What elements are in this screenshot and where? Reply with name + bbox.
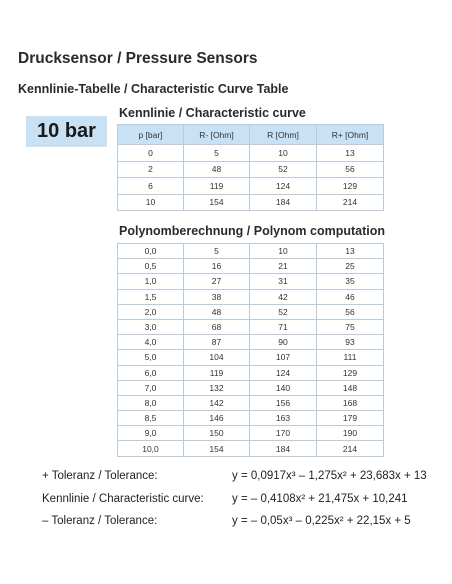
table-row (118, 289, 384, 304)
table-row (118, 365, 384, 380)
table-cell: 46 (317, 289, 384, 304)
formula-expression: y = – 0,4108x² + 21,475x + 10,241 (232, 493, 408, 505)
table-cell: 9,0 (118, 426, 184, 441)
table-row (118, 259, 384, 274)
table-cell: 4,0 (118, 335, 184, 350)
table-cell: 42 (250, 289, 317, 304)
table-row (118, 380, 384, 395)
table-cell: 8,5 (118, 411, 184, 426)
table-cell: 87 (184, 335, 250, 350)
table-cell: 124 (250, 365, 317, 380)
table-cell: 5 (184, 244, 250, 259)
table-cell: 119 (184, 365, 250, 380)
table-cell: 142 (184, 395, 250, 410)
table-cell: 6,0 (118, 365, 184, 380)
table-cell: 13 (317, 244, 384, 259)
table-cell: 7,0 (118, 380, 184, 395)
table-row (118, 194, 384, 211)
range-badge: 10 bar (26, 116, 107, 147)
table-row (118, 178, 384, 195)
table-cell: 104 (184, 350, 250, 365)
table-cell: 10 (250, 145, 317, 162)
formula-label: Kennlinie / Characteristic curve: (42, 493, 204, 505)
table-row (118, 161, 384, 178)
table-row (118, 411, 384, 426)
formula-expression: y = 0,0917x³ – 1,275x² + 23,683x + 13 (232, 470, 427, 482)
table-row (118, 244, 384, 259)
table-row (118, 441, 384, 456)
table-cell: 2 (118, 161, 184, 178)
table-cell: 0,5 (118, 259, 184, 274)
column-header: R [Ohm] (250, 125, 317, 145)
table-cell: 156 (250, 395, 317, 410)
table-cell: 48 (184, 304, 250, 319)
table-row (118, 274, 384, 289)
table-cell: 132 (184, 380, 250, 395)
table-cell: 5 (184, 145, 250, 162)
table-cell: 68 (184, 319, 250, 334)
table-cell: 13 (317, 145, 384, 162)
table-cell: 21 (250, 259, 317, 274)
table-cell: 6 (118, 178, 184, 195)
table-cell: 16 (184, 259, 250, 274)
table-cell: 1,5 (118, 289, 184, 304)
table-cell: 163 (250, 411, 317, 426)
table-row (118, 145, 384, 162)
table-cell: 38 (184, 289, 250, 304)
table-cell: 71 (250, 319, 317, 334)
table-cell: 214 (317, 441, 384, 456)
formula-expression: y = – 0,05x³ – 0,225x² + 22,15x + 5 (232, 515, 411, 527)
table-cell: 35 (317, 274, 384, 289)
table-cell: 56 (317, 304, 384, 319)
table-cell: 56 (317, 161, 384, 178)
table-cell: 5,0 (118, 350, 184, 365)
table-row (118, 395, 384, 410)
table-cell: 184 (250, 441, 317, 456)
table-cell: 75 (317, 319, 384, 334)
column-header: R+ [Ohm] (317, 125, 384, 145)
table-row (118, 426, 384, 441)
characteristic-curve-table (117, 124, 384, 211)
table-cell: 170 (250, 426, 317, 441)
table-cell: 52 (250, 161, 317, 178)
table-cell: 119 (184, 178, 250, 195)
table-cell: 8,0 (118, 395, 184, 410)
table-cell: 129 (317, 178, 384, 195)
table-cell: 111 (317, 350, 384, 365)
table-cell: 48 (184, 161, 250, 178)
table-cell: 52 (250, 304, 317, 319)
column-header: p [bar] (118, 125, 184, 145)
table-cell: 107 (250, 350, 317, 365)
curve-table-title: Kennlinie / Characteristic curve (119, 106, 306, 120)
table-cell: 10 (250, 244, 317, 259)
table-cell: 190 (317, 426, 384, 441)
table-header-row (118, 125, 384, 145)
table-row (118, 335, 384, 350)
table-cell: 2,0 (118, 304, 184, 319)
table-cell: 25 (317, 259, 384, 274)
table-cell: 31 (250, 274, 317, 289)
table-cell: 184 (250, 194, 317, 211)
table-cell: 140 (250, 380, 317, 395)
table-cell: 179 (317, 411, 384, 426)
table-cell: 93 (317, 335, 384, 350)
table-cell: 3,0 (118, 319, 184, 334)
table-row (118, 304, 384, 319)
column-header: R- [Ohm] (184, 125, 250, 145)
poly-table-title: Polynomberechnung / Polynom computation (119, 224, 385, 238)
formula-label: – Toleranz / Tolerance: (42, 515, 158, 527)
table-cell: 1,0 (118, 274, 184, 289)
page-subtitle: Kennlinie-Tabelle / Characteristic Curve Table (18, 82, 289, 96)
table-cell: 0,0 (118, 244, 184, 259)
table-cell: 10,0 (118, 441, 184, 456)
table-cell: 148 (317, 380, 384, 395)
table-cell: 154 (184, 194, 250, 211)
table-cell: 150 (184, 426, 250, 441)
table-cell: 168 (317, 395, 384, 410)
formula-label: + Toleranz / Tolerance: (42, 470, 158, 482)
table-cell: 146 (184, 411, 250, 426)
table-row (118, 350, 384, 365)
table-cell: 124 (250, 178, 317, 195)
polynom-computation-table (117, 243, 384, 457)
table-cell: 27 (184, 274, 250, 289)
table-cell: 10 (118, 194, 184, 211)
table-cell: 154 (184, 441, 250, 456)
table-cell: 129 (317, 365, 384, 380)
table-cell: 214 (317, 194, 384, 211)
table-cell: 0 (118, 145, 184, 162)
table-cell: 90 (250, 335, 317, 350)
table-row (118, 319, 384, 334)
page-title: Drucksensor / Pressure Sensors (18, 50, 258, 67)
